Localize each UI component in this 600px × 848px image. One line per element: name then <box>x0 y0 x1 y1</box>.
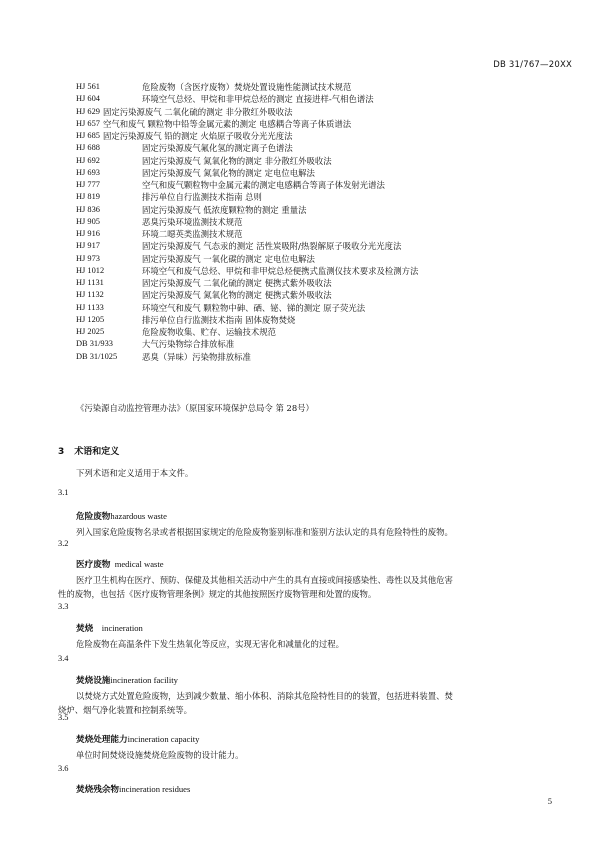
reference-item <box>76 240 576 252</box>
reference-item <box>76 351 576 363</box>
term-definition <box>58 748 558 762</box>
reference-item <box>76 130 576 142</box>
definition-line: 烧炉、烟气净化装置和控制系统等。 <box>58 705 192 716</box>
section-heading <box>58 444 119 457</box>
definition-line: 列入国家危险废物名录或者根据国家规定的危险废物鉴别标准和鉴别方法认定的具有危险特性的废物。 <box>76 527 453 537</box>
reference-code: HJ 693 <box>76 167 100 177</box>
term-name-chinese: 焚烧处理能力 <box>76 735 128 745</box>
reference-code: HJ 629 <box>76 106 100 116</box>
reference-item <box>76 265 576 277</box>
reference-item <box>76 118 576 130</box>
reference-title: 恶臭污染环境监测技术规范 <box>142 216 243 227</box>
reference-title: 环境空气和废气总烃、甲烷和非甲烷总烃便携式监测仪技术要求及检测方法 <box>142 265 419 276</box>
reference-item <box>76 93 576 105</box>
term-name-english: medical waste <box>110 559 164 569</box>
reference-title: 环境二噁英类监测技术规范 <box>142 229 243 239</box>
reference-item <box>76 338 576 350</box>
term-name-english: incineration capacity <box>127 734 200 744</box>
reference-item <box>76 277 576 289</box>
reference-title: 恶臭（异味）污染物排放标准 <box>142 351 251 362</box>
reference-item <box>76 142 576 154</box>
reference-code: HJ 685 <box>76 131 100 140</box>
reference-title: 固定污染源废气 氮氧化物的测定 定电位电解法 <box>142 167 315 178</box>
term-name <box>76 674 178 686</box>
reference-code: HJ 819 <box>76 192 100 202</box>
reference-code: HJ 905 <box>76 216 100 226</box>
term-name-english: incineration facility <box>110 675 178 685</box>
reference-item <box>76 289 576 301</box>
term-name-chinese: 危险废物 <box>76 512 111 522</box>
reference-item <box>76 106 576 118</box>
term-definition <box>58 525 558 539</box>
term-number: 3.1 <box>58 488 69 497</box>
reference-title: 固定污染源废气 二氧化硫的测定 非分散红外吸收法 <box>102 106 293 117</box>
reference-code: DB 31/1025 <box>76 351 118 361</box>
reference-code: HJ 657 <box>76 118 100 128</box>
term-name <box>76 733 199 745</box>
reference-title: 环境空气总烃、甲烷和非甲烷总烃的测定 直接进样-气相色谱法 <box>142 94 374 105</box>
reference-item <box>76 191 576 203</box>
section-title: 术语和定义 <box>74 447 120 457</box>
reference-note: 《污染源自动监控管理办法》（原国家环境保护总局令 第 28号） <box>76 403 314 413</box>
reference-code: HJ 1132 <box>76 290 104 300</box>
reference-title: 排污单位自行监测技术指南 总则 <box>142 192 262 203</box>
term-name-chinese: 医疗废物 <box>76 560 111 570</box>
reference-title: 固定污染源废气 二氧化硫的测定 便携式紫外吸收法 <box>142 278 332 288</box>
term-definition <box>58 689 558 717</box>
term-number: 3.3 <box>58 602 69 611</box>
term-number: 3.4 <box>58 654 69 663</box>
reference-title: 固定污染源废气 氮氧化物的测定 非分散红外吸收法 <box>142 155 332 166</box>
definition-line: 医疗卫生机构在医疗、预防、保健及其他相关活动中产生的具有直接或间接感染性、毒性以及其他危害 <box>76 575 453 585</box>
reference-code: HJ 604 <box>76 94 100 104</box>
section-intro: 下列术语和定义适用于本文件。 <box>76 468 194 478</box>
reference-code: HJ 561 <box>76 82 100 91</box>
reference-code: HJ 1131 <box>76 278 104 287</box>
definition-line: 危险废物在高温条件下发生热氧化等反应，实现无害化和减量化的过程。 <box>76 639 344 649</box>
reference-item <box>76 204 576 216</box>
term-name <box>76 783 190 795</box>
definition-line: 性的废物，也包括《医疗废物管理条例》规定的其他按照医疗废物管理和处置的废物。 <box>58 589 377 600</box>
reference-title: 环境空气和废气 颗粒物中砷、硒、铋、锑的测定 原子荧光法 <box>142 302 366 313</box>
reference-code: HJ 917 <box>76 241 100 251</box>
definition-line: 单位时间焚烧设施焚烧危险废物的设计能力。 <box>76 750 244 760</box>
reference-title: 空气和废气 颗粒物中铅等金属元素的测定 电感耦合等离子体质谱法 <box>102 118 352 129</box>
reference-title: 空气和废气颗粒物中金属元素的测定电感耦合等离子体发射光谱法 <box>142 180 385 190</box>
reference-item <box>76 302 576 314</box>
reference-title: 固定污染源废气 气态汞的测定 活性炭吸附/热裂解原子吸收分光光度法 <box>142 241 402 252</box>
reference-item <box>76 228 576 240</box>
term-name-chinese: 焚烧残余物 <box>76 785 119 795</box>
reference-item <box>76 216 576 228</box>
reference-code: HJ 1012 <box>76 265 105 275</box>
reference-item <box>76 81 576 93</box>
reference-item <box>76 314 576 326</box>
term-name-english: hazardous waste <box>110 511 167 521</box>
reference-code: HJ 1205 <box>76 314 105 324</box>
term-name <box>76 558 164 570</box>
reference-item <box>76 253 576 265</box>
term-name <box>76 510 167 522</box>
reference-code: HJ 916 <box>76 229 100 238</box>
reference-title: 固定污染源废气氟化氢的测定离子色谱法 <box>142 143 293 154</box>
reference-title: 大气污染物综合排放标准 <box>142 339 235 350</box>
term-name-english: incineration residues <box>118 784 191 794</box>
document-code: DB 31/767—20XX <box>493 60 572 70</box>
reference-code: HJ 777 <box>76 180 100 189</box>
reference-code: DB 31/933 <box>76 339 113 349</box>
reference-title: 排污单位自行监测技术指南 固体废物焚烧 <box>142 314 296 325</box>
term-number: 3.5 <box>58 713 69 722</box>
reference-title: 危险废物收集、贮存、运输技术规范 <box>142 327 276 337</box>
reference-title: 固定污染源废气 氮氧化物的测定 便携式紫外吸收法 <box>142 290 332 301</box>
term-number: 3.6 <box>58 764 69 773</box>
reference-item <box>76 155 576 167</box>
reference-title: 固定污染源废气 铅的测定 火焰原子吸收分光光度法 <box>102 131 293 141</box>
reference-code: HJ 2025 <box>76 327 105 336</box>
term-definition <box>58 573 558 601</box>
reference-item <box>76 179 576 191</box>
reference-item <box>76 326 576 338</box>
reference-title: 固定污染源废气 一氧化碳的测定 定电位电解法 <box>142 253 315 264</box>
term-name-chinese: 焚烧设施 <box>76 676 111 686</box>
reference-code: HJ 836 <box>76 204 100 214</box>
term-definition <box>58 637 558 651</box>
reference-code: HJ 973 <box>76 253 100 263</box>
term-name-english: incineration <box>93 623 143 633</box>
reference-title: 危险废物（含医疗废物）焚烧处置设施性能测试技术规范 <box>142 82 352 92</box>
reference-code: HJ 688 <box>76 143 100 153</box>
reference-code: HJ 1133 <box>76 302 104 312</box>
definition-line: 以焚烧方式处置危险废物，达到减少数量、缩小体积、消除其危险特性目的的装置，包括进料装置、焚 <box>76 691 453 701</box>
reference-title: 固定污染源废气 低浓度颗粒物的测定 重量法 <box>142 204 307 215</box>
term-number: 3.2 <box>58 539 69 548</box>
reference-code: HJ 692 <box>76 155 100 165</box>
page-number: 5 <box>547 796 552 806</box>
section-number: 3 <box>58 447 65 457</box>
normative-references-list <box>76 81 576 363</box>
term-name-chinese: 焚烧 <box>76 624 94 634</box>
term-name <box>76 622 143 634</box>
reference-item <box>76 167 576 179</box>
